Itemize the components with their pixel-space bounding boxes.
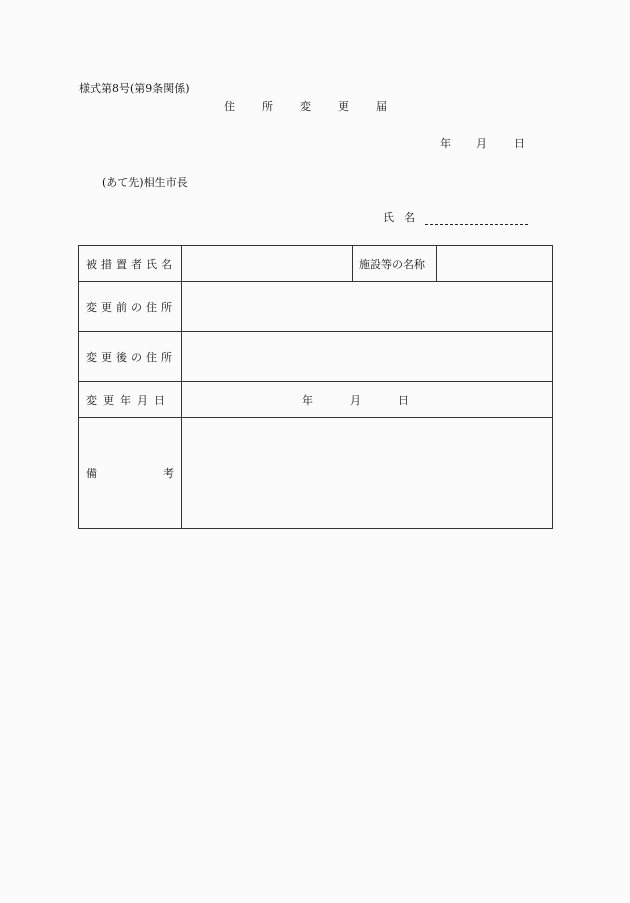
table-row [79,418,553,529]
remarks-label-left: 備 [86,467,97,480]
form-title: 住所変更届 [224,100,414,113]
remarks-field[interactable] [182,418,553,529]
subject-name-field[interactable] [182,246,353,282]
submission-date [440,137,525,151]
table-row [79,282,553,332]
facility-name-label: 施設等の名称 [353,246,437,282]
date-day-label: 日 [514,137,525,150]
facility-name-field[interactable] [437,246,553,282]
addressee: (あて先)相生市長 [102,176,188,189]
subject-name-label: 被措置者氏名 [79,246,182,282]
date-year-label: 年 [440,137,451,150]
table-row [79,382,553,418]
change-date-year-label: 年 [302,394,313,407]
previous-address-label: 変更前の住所 [79,282,182,332]
remarks-label [79,418,182,529]
applicant-name-line [383,211,528,225]
date-month-label: 月 [476,137,487,150]
remarks-label-right: 考 [163,467,174,480]
new-address-label: 変更後の住所 [79,332,182,382]
change-date-label: 変更年月日 [79,382,182,418]
change-date-field[interactable] [182,382,553,418]
table-row [79,246,553,282]
new-address-field[interactable] [182,332,553,382]
form-number: 様式第8号(第9条関係) [79,82,190,95]
previous-address-field[interactable] [182,282,553,332]
change-form-table [78,245,553,529]
change-date-day-label: 日 [398,394,409,407]
change-date-month-label: 月 [350,394,361,407]
table-row [79,332,553,382]
applicant-name-field[interactable] [425,212,528,225]
applicant-name-label: 氏名 [383,211,425,224]
